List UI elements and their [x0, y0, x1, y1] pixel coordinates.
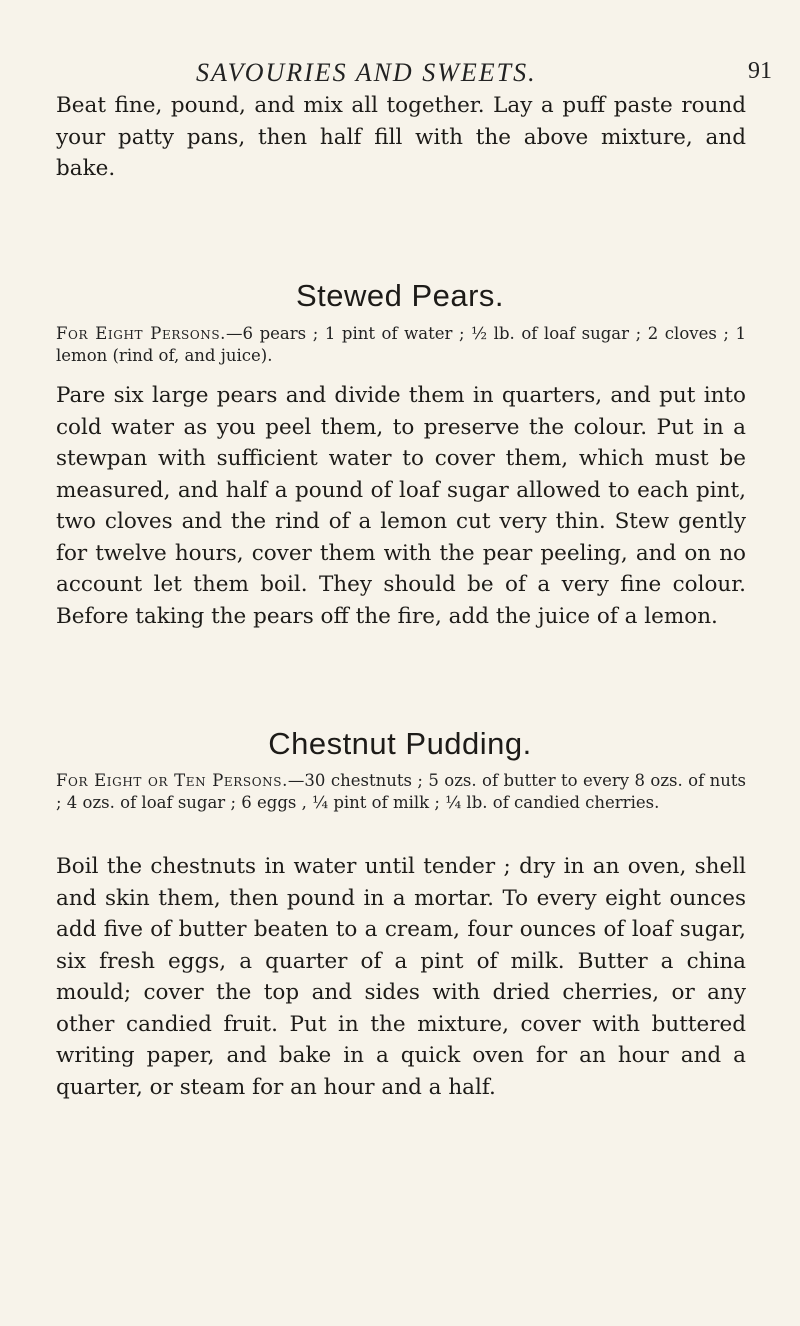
recipe-method-stewed-pears: Pare six large pears and divide them in quarters, and put into cold water as you peel them, to preserve the colour. Put in a stewpan with sufficient water to cover them, which must be measured, and half a pound of loaf sugar allowed to each pint, two cloves and the rind of a lemon cut very thin. Stew gently for twelve hours, cover them with the pear peeling, and on no account let them boil. They should be of a very fine colour. Before taking the pears off the fire, add the juice of a lemon. [56, 383, 746, 629]
ingredients-lead: For Eight Persons. [56, 324, 227, 343]
ingredients-lead: For Eight or Ten Persons. [56, 771, 288, 790]
ingredients-text: —6 pears ; 1 pint of water ; ½ lb. of loaf sugar ; 2 cloves ; 1 lemon (rind of, and juice). [56, 324, 747, 365]
recipe-ingredients-chestnut-pudding [56, 770, 746, 814]
running-head: SAVOURIES AND SWEETS. [196, 58, 537, 87]
recipe-method-chestnut-pudding: Boil the chestnuts in water until tender ; dry in an oven, shell and skin them, then pound in a mortar. To every eight ounces add five of butter beaten to a cream, four ounces of loaf sugar, six fresh eggs, a quarter of a pint of milk. Butter a china mould; cover the top and sides with dried cherries, or any other candied fruit. Put in the mixture, cover with buttered writing paper, and bake in a quick oven for an hour and a quarter, or steam for an hour and a half. [56, 854, 746, 1100]
intro-paragraph: Beat fine, pound, and mix all together. Lay a puff paste round your patty pans, then half fill with the above mixture, and bake. [56, 93, 746, 181]
page-number: 91 [748, 58, 772, 84]
recipe-title-stewed-pears: Stewed Pears. [295, 278, 505, 313]
recipe-title-chestnut-pudding: Chestnut Pudding. [268, 726, 532, 761]
recipe-ingredients-stewed-pears [56, 323, 746, 367]
ingredients-text: —30 chestnuts ; 5 ozs. of butter to every 8 ozs. of nuts ; 4 ozs. of loaf sugar ; 6 eggs , ¼ pint of milk ; ¼ lb. of candied cherries. [56, 771, 746, 812]
